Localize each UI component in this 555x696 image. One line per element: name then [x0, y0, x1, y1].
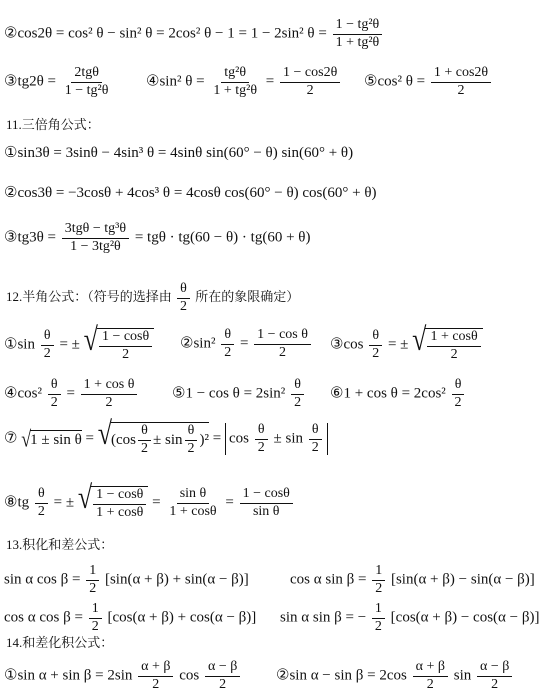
formula-half-sin: ①sin $\frac{\theta}{2}$ = ± √ $\frac{1 - \cos\theta}{2}$ [4, 328, 154, 362]
formula-half-cos: ③cos $\frac{\theta}{2}$ = ± √ $\frac{1 + \cos\theta}{2}$ [330, 328, 483, 362]
formula-half-sin2: ②sin² $\frac{\theta}{2}$ = $\frac{\text{1 − cos θ}}{2}$ [180, 328, 313, 360]
formula-sin3: ①sin3θ = 3sinθ − 4sin³ θ = 4sinθ sin(60° − θ) sin(60° + θ) [4, 145, 354, 161]
formula-cos3: ②cos3θ = −3cosθ + 4cos³ θ = 4cosθ cos(60° − θ) cos(60° + θ) [4, 185, 377, 201]
section-heading-13: 13.积化和差公式： [6, 537, 114, 552]
formula-cos-sin-product: cos α sin β = $\frac{1}{2}$ [sin(α + β) − sin(α − β)] [290, 563, 535, 596]
fraction: $\frac{\text{1 − tg²θ}}{\text{1 + tg²θ}}$ [333, 18, 383, 50]
formula-1-plus-cos: ⑥1 + cos θ = 2cos² $\frac{\theta}{2}$ [330, 378, 467, 410]
section-heading-12: 12.半角公式：（符号的选择由 $\frac{\theta}{2}$ 所在的象限确定） [6, 281, 300, 314]
formula-half-cos2: ④cos² $\frac{\theta}{2}$ = $\frac{\text{1 + cos θ}}{2}$ [4, 378, 139, 410]
formula-cos-cos-product: cos α cos β = $\frac{1}{2}$ [cos(α + β) + cos(α − β)] [4, 601, 257, 634]
formula-sum-to-product-sin-minus: ②sin α − sin β = 2cos $\frac{\alpha + \beta}{2}$ sin $\frac{\alpha - \beta}{2}$ [276, 660, 514, 692]
formula-row-tg2: ③tg2θ = $\frac{\text{2tgθ}}{\text{1 − tg²θ}}$ [4, 65, 109, 98]
formula-cos2: ⑤cos² θ = $\frac{1 + \cos 2\theta}{2}$ [364, 66, 493, 98]
formula-sin-cos-product: sin α cos β = $\frac{1}{2}$ [sin(α + β) + sin(α − β)] [4, 563, 249, 596]
formula-tg3: ③tg3θ = $\frac{\text{3tgθ − tg³θ}}{\text{1 − 3tg²θ}}$ = tgθ · tg(60 − θ) · tg(60 + θ) [4, 221, 311, 254]
formula-half-tg: ⑧tg $\frac{\theta}{2}$ = ± √ $\frac{1 - \cos\theta}{1 + \cos\theta}$ = $\frac{\text{sin θ}}{1 + \cos\theta}$ = $\frac{1 - \cos\theta}{\text{sin θ}}$ [4, 486, 295, 520]
section-heading-14: 14.和差化积公式： [6, 635, 114, 650]
section-heading-11: 11.三倍角公式： [6, 117, 100, 132]
formula-root-sin: ⑦ √ 1 ± sin θ = √ (cos $\frac{\theta}{2}$ ± sin $\frac{\theta}{2}$ )² = cos $\frac{\theta}{2}$ ± sin $\frac{\theta}{2}$ [4, 422, 328, 456]
formula-row-cos2 [4, 18, 384, 50]
formula-1-minus-cos: ⑤1 − cos θ = 2sin² $\frac{\theta}{2}$ [172, 378, 306, 410]
formula-text: ②cos2θ = cos² θ − sin² θ = 2cos² θ − 1 = 1 − 2sin² θ = [4, 25, 327, 42]
formula-sin2: ④sin² θ = $\frac{\text{tg²θ}}{\text{1 + tg²θ}}$ = $\frac{1 - \cos 2\theta}{2}$ [146, 66, 342, 98]
formula-sum-to-product-sin-plus: ①sin α + sin β = 2sin $\frac{\alpha + \beta}{2}$ cos $\frac{\alpha - \beta}{2}$ [4, 660, 242, 692]
formula-sin-sin-product: sin α sin β = − $\frac{1}{2}$ [cos(α + β) − cos(α − β)] [280, 601, 540, 634]
